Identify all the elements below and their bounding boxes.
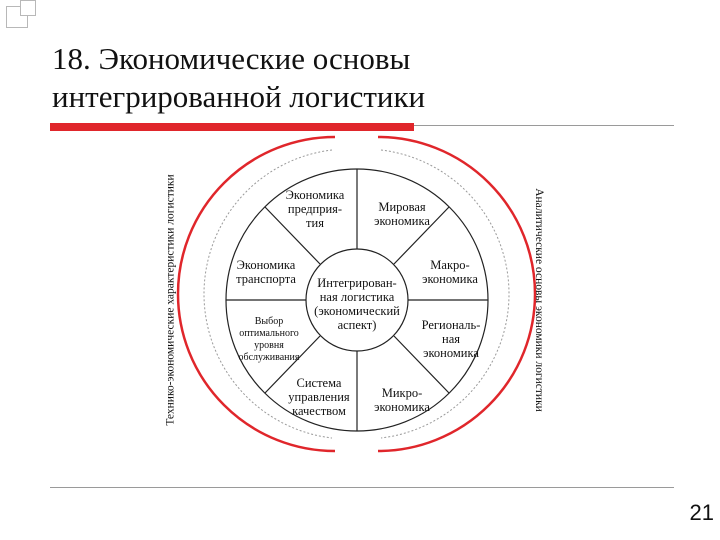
sector-macroeconomics: Макро- экономика [422,258,478,286]
left-vertical-caption-text: Технико-экономические характеристики логистики [165,174,177,426]
sector-quality-management: Система управления качеством [288,376,350,418]
slide-title-line-1: 18. Экономические основы [52,41,411,76]
sector-enterprise-economics: Экономика предприя- тия [285,188,345,230]
sector-microeconomics: Микро- экономика [374,386,430,414]
sector-service-level: Выбор оптимального уровня обслуживания [238,316,300,363]
center-label: Интегрирован- ная логистика (экономический аспект) [314,276,400,332]
sector-transport-economics: Экономика транспорта [236,258,296,286]
right-vertical-caption [531,135,547,465]
right-vertical-caption-text: Аналитические основы экономики логистики [533,188,545,412]
sector-world-economy: Мировая экономика [374,200,430,228]
sector-regional-economy: Региональ- ная экономика [421,318,481,360]
page-number: 21 [689,500,714,525]
slide-title-line-2: интегрированной логистики [52,79,426,114]
left-vertical-caption [163,135,179,465]
